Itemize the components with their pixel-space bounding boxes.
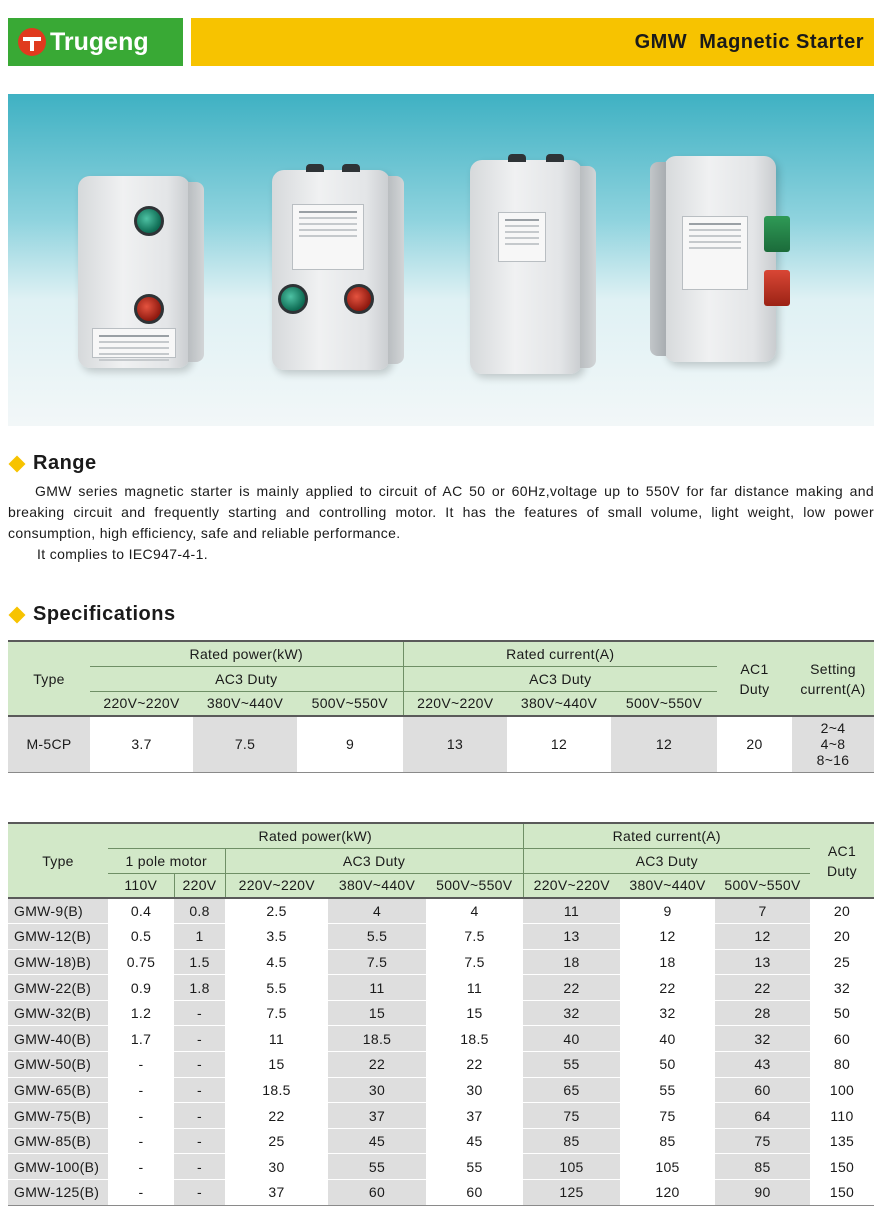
range-title: Range <box>33 452 97 474</box>
value-cell: 25 <box>810 949 874 975</box>
setting-value: 8~16 <box>816 752 850 769</box>
value-cell: 55 <box>328 1154 426 1180</box>
value-cell: 50 <box>810 1000 874 1026</box>
diamond-bullet-icon <box>9 455 26 472</box>
value-cell: - <box>174 1000 225 1026</box>
value-cell: 0.4 <box>108 898 174 924</box>
compliance-note <box>8 544 874 565</box>
value-cell: 5.5 <box>328 924 426 950</box>
value-cell: 75 <box>620 1103 715 1129</box>
voltage-header: 500V~550V <box>297 691 403 716</box>
range-description: GMW series magnetic starter is mainly applied to circuit of AC 50 or 60Hz,voltage up to 550V for far distance making and breaking circuit and frequently starting and controlling motor. It has the features of small volume, light weight, low power consumption, high efficiency, safe and reliable performance. <box>8 483 874 541</box>
ac1-duty-header: AC1 Duty <box>717 641 792 716</box>
value-cell: 12 <box>611 716 717 772</box>
table-row <box>8 716 874 772</box>
value-cell: 55 <box>426 1154 523 1180</box>
value-cell: 7.5 <box>225 1000 328 1026</box>
voltage-header: 110V <box>108 873 174 898</box>
value-cell: 3.5 <box>225 924 328 950</box>
value-cell: 60 <box>715 1077 810 1103</box>
value-cell: 85 <box>715 1154 810 1180</box>
ac3-duty-power-header: AC3 Duty <box>90 666 403 691</box>
value-cell: - <box>108 1052 174 1078</box>
value-cell: 15 <box>426 1000 523 1026</box>
table-row <box>8 924 874 950</box>
value-cell: 13 <box>403 716 507 772</box>
type-cell: GMW-40(B) <box>8 1026 108 1052</box>
value-cell: 60 <box>426 1180 523 1206</box>
rated-current-header: Rated current(A) <box>523 823 810 848</box>
value-cell: 30 <box>328 1077 426 1103</box>
value-cell: 85 <box>523 1128 620 1154</box>
nameplate-icon <box>92 328 176 358</box>
value-cell: 60 <box>328 1180 426 1206</box>
range-heading <box>8 452 97 475</box>
value-cell: - <box>174 1103 225 1129</box>
table-row <box>8 1000 874 1026</box>
value-cell: 1.2 <box>108 1000 174 1026</box>
value-cell: 64 <box>715 1103 810 1129</box>
type-cell: M-5CP <box>8 716 90 772</box>
voltage-header: 220V~220V <box>90 691 193 716</box>
value-cell: 125 <box>523 1180 620 1206</box>
type-cell: GMW-125(B) <box>8 1180 108 1206</box>
spec-table-m5cp <box>8 640 874 773</box>
green-button-icon <box>134 206 164 236</box>
value-cell: 1.8 <box>174 975 225 1001</box>
voltage-header: 500V~550V <box>426 873 523 898</box>
value-cell: 0.5 <box>108 924 174 950</box>
table-row <box>8 1103 874 1129</box>
table-row <box>8 1026 874 1052</box>
value-cell: 30 <box>426 1077 523 1103</box>
value-cell: 7.5 <box>426 949 523 975</box>
voltage-header: 380V~440V <box>193 691 297 716</box>
product-starter-4 <box>664 156 776 362</box>
value-cell: 7 <box>715 898 810 924</box>
value-cell: 37 <box>225 1180 328 1206</box>
product-starter-3 <box>470 160 582 374</box>
value-cell: 15 <box>328 1000 426 1026</box>
value-cell: 32 <box>810 975 874 1001</box>
value-cell: 55 <box>523 1052 620 1078</box>
diamond-bullet-icon <box>9 606 26 623</box>
value-cell: 30 <box>225 1154 328 1180</box>
value-cell: - <box>108 1154 174 1180</box>
page-title: GMW Magnetic Starter <box>634 30 864 53</box>
value-cell: 18.5 <box>328 1026 426 1052</box>
value-cell: - <box>108 1077 174 1103</box>
value-cell: 1 <box>174 924 225 950</box>
value-cell: 11 <box>328 975 426 1001</box>
one-pole-motor-header: 1 pole motor <box>108 848 225 873</box>
value-cell: 12 <box>715 924 810 950</box>
value-cell: 25 <box>225 1128 328 1154</box>
value-cell: 43 <box>715 1052 810 1078</box>
type-cell: GMW-65(B) <box>8 1077 108 1103</box>
value-cell: 40 <box>523 1026 620 1052</box>
voltage-header: 380V~440V <box>507 691 611 716</box>
green-button-icon <box>764 216 790 252</box>
value-cell: 0.75 <box>108 949 174 975</box>
value-cell: 105 <box>620 1154 715 1180</box>
product-banner-image <box>8 94 874 426</box>
green-button-icon <box>278 284 308 314</box>
type-cell: GMW-9(B) <box>8 898 108 924</box>
type-header: Type <box>8 823 108 898</box>
value-cell: 60 <box>810 1026 874 1052</box>
type-header: Type <box>8 641 90 716</box>
table-row <box>8 949 874 975</box>
voltage-header: 220V~220V <box>403 691 507 716</box>
value-cell: 9 <box>620 898 715 924</box>
type-cell: GMW-50(B) <box>8 1052 108 1078</box>
value-cell: 85 <box>620 1128 715 1154</box>
value-cell: 4.5 <box>225 949 328 975</box>
value-cell: 4 <box>426 898 523 924</box>
value-cell: 9 <box>297 716 403 772</box>
value-cell: 20 <box>810 924 874 950</box>
value-cell: 7.5 <box>328 949 426 975</box>
nameplate-icon <box>498 212 546 262</box>
value-cell: 28 <box>715 1000 810 1026</box>
value-cell: 45 <box>328 1128 426 1154</box>
value-cell: 105 <box>523 1154 620 1180</box>
type-cell: GMW-32(B) <box>8 1000 108 1026</box>
type-cell: GMW-100(B) <box>8 1154 108 1180</box>
value-cell: 0.8 <box>174 898 225 924</box>
spec-table-body <box>8 898 874 1205</box>
table-row <box>8 1128 874 1154</box>
range-paragraph <box>8 481 874 544</box>
value-cell: 7.5 <box>426 924 523 950</box>
value-cell: 0.9 <box>108 975 174 1001</box>
value-cell: 20 <box>717 716 792 772</box>
value-cell: - <box>174 1026 225 1052</box>
spec-table-gmw <box>8 822 874 1206</box>
value-cell: 40 <box>620 1026 715 1052</box>
specifications-heading <box>8 603 176 626</box>
value-cell: 37 <box>328 1103 426 1129</box>
value-cell: 3.7 <box>90 716 193 772</box>
product-starter-1 <box>78 176 190 368</box>
value-cell: 20 <box>810 898 874 924</box>
value-cell: 50 <box>620 1052 715 1078</box>
value-cell: 18 <box>523 949 620 975</box>
value-cell: 22 <box>620 975 715 1001</box>
type-cell: GMW-85(B) <box>8 1128 108 1154</box>
type-cell: GMW-75(B) <box>8 1103 108 1129</box>
value-cell: - <box>174 1180 225 1206</box>
value-cell: 22 <box>328 1052 426 1078</box>
value-cell: 75 <box>523 1103 620 1129</box>
value-cell: 12 <box>507 716 611 772</box>
type-cell: GMW-22(B) <box>8 975 108 1001</box>
value-cell: 1.5 <box>174 949 225 975</box>
table-row <box>8 898 874 924</box>
page-header <box>8 18 874 66</box>
voltage-header: 380V~440V <box>328 873 426 898</box>
table-row <box>8 975 874 1001</box>
value-cell: - <box>174 1052 225 1078</box>
voltage-header: 220V <box>174 873 225 898</box>
type-cell: GMW-12(B) <box>8 924 108 950</box>
value-cell: 100 <box>810 1077 874 1103</box>
nameplate-icon <box>292 204 364 270</box>
value-cell: 22 <box>715 975 810 1001</box>
value-cell: 37 <box>426 1103 523 1129</box>
trugeng-logo-icon <box>18 28 46 56</box>
table-row <box>8 1052 874 1078</box>
value-cell: 22 <box>426 1052 523 1078</box>
setting-current-header: Setting current(A) <box>792 641 874 716</box>
value-cell: 120 <box>620 1180 715 1206</box>
value-cell: 11 <box>426 975 523 1001</box>
value-cell: 80 <box>810 1052 874 1078</box>
value-cell: 18.5 <box>225 1077 328 1103</box>
ac3-duty-current-header: AC3 Duty <box>523 848 810 873</box>
value-cell: 55 <box>620 1077 715 1103</box>
compliance-text: It complies to IEC947-4-1. <box>37 546 208 562</box>
value-cell: 1.7 <box>108 1026 174 1052</box>
value-cell: 65 <box>523 1077 620 1103</box>
value-cell: - <box>108 1103 174 1129</box>
value-cell: 90 <box>715 1180 810 1206</box>
voltage-header: 220V~220V <box>523 873 620 898</box>
rated-current-header: Rated current(A) <box>403 641 717 666</box>
rated-power-header: Rated power(kW) <box>108 823 523 848</box>
voltage-header: 500V~550V <box>611 691 717 716</box>
ac1-duty-header: AC1 Duty <box>810 823 874 898</box>
value-cell: - <box>174 1154 225 1180</box>
value-cell: 11 <box>523 898 620 924</box>
value-cell: 110 <box>810 1103 874 1129</box>
value-cell: 11 <box>225 1026 328 1052</box>
value-cell: 18.5 <box>426 1026 523 1052</box>
value-cell: - <box>174 1128 225 1154</box>
value-cell: 2.5 <box>225 898 328 924</box>
value-cell: 13 <box>715 949 810 975</box>
value-cell: 13 <box>523 924 620 950</box>
value-cell: 15 <box>225 1052 328 1078</box>
table-row <box>8 1154 874 1180</box>
value-cell: 12 <box>620 924 715 950</box>
value-cell: 32 <box>715 1026 810 1052</box>
value-cell: - <box>108 1180 174 1206</box>
value-cell: 75 <box>715 1128 810 1154</box>
type-cell: GMW-18)B) <box>8 949 108 975</box>
voltage-header: 380V~440V <box>620 873 715 898</box>
value-cell: 5.5 <box>225 975 328 1001</box>
value-cell: 135 <box>810 1128 874 1154</box>
value-cell: - <box>108 1128 174 1154</box>
setting-value: 2~4 <box>820 720 846 737</box>
value-cell: 22 <box>225 1103 328 1129</box>
voltage-header: 500V~550V <box>715 873 810 898</box>
value-cell: 32 <box>620 1000 715 1026</box>
table-row <box>8 1180 874 1206</box>
value-cell: 32 <box>523 1000 620 1026</box>
value-cell: 18 <box>620 949 715 975</box>
ac3-duty-power-header: AC3 Duty <box>225 848 523 873</box>
title-bar <box>191 18 874 66</box>
setting-value: 4~8 <box>820 736 846 753</box>
voltage-header: 220V~220V <box>225 873 328 898</box>
value-cell: 150 <box>810 1154 874 1180</box>
value-cell: 7.5 <box>193 716 297 772</box>
red-button-icon <box>344 284 374 314</box>
specifications-title: Specifications <box>33 603 176 625</box>
table-row <box>8 1077 874 1103</box>
value-cell: 4 <box>328 898 426 924</box>
ac3-duty-current-header: AC3 Duty <box>403 666 717 691</box>
nameplate-icon <box>682 216 748 290</box>
red-button-icon <box>134 294 164 324</box>
value-cell: 22 <box>523 975 620 1001</box>
value-cell: - <box>174 1077 225 1103</box>
setting-cell <box>792 716 874 772</box>
value-cell: 45 <box>426 1128 523 1154</box>
brand-logo <box>8 18 183 66</box>
rated-power-header: Rated power(kW) <box>90 641 403 666</box>
value-cell: 150 <box>810 1180 874 1206</box>
brand-name: Trugeng <box>50 27 149 56</box>
red-button-icon <box>764 270 790 306</box>
product-starter-2 <box>272 170 390 370</box>
